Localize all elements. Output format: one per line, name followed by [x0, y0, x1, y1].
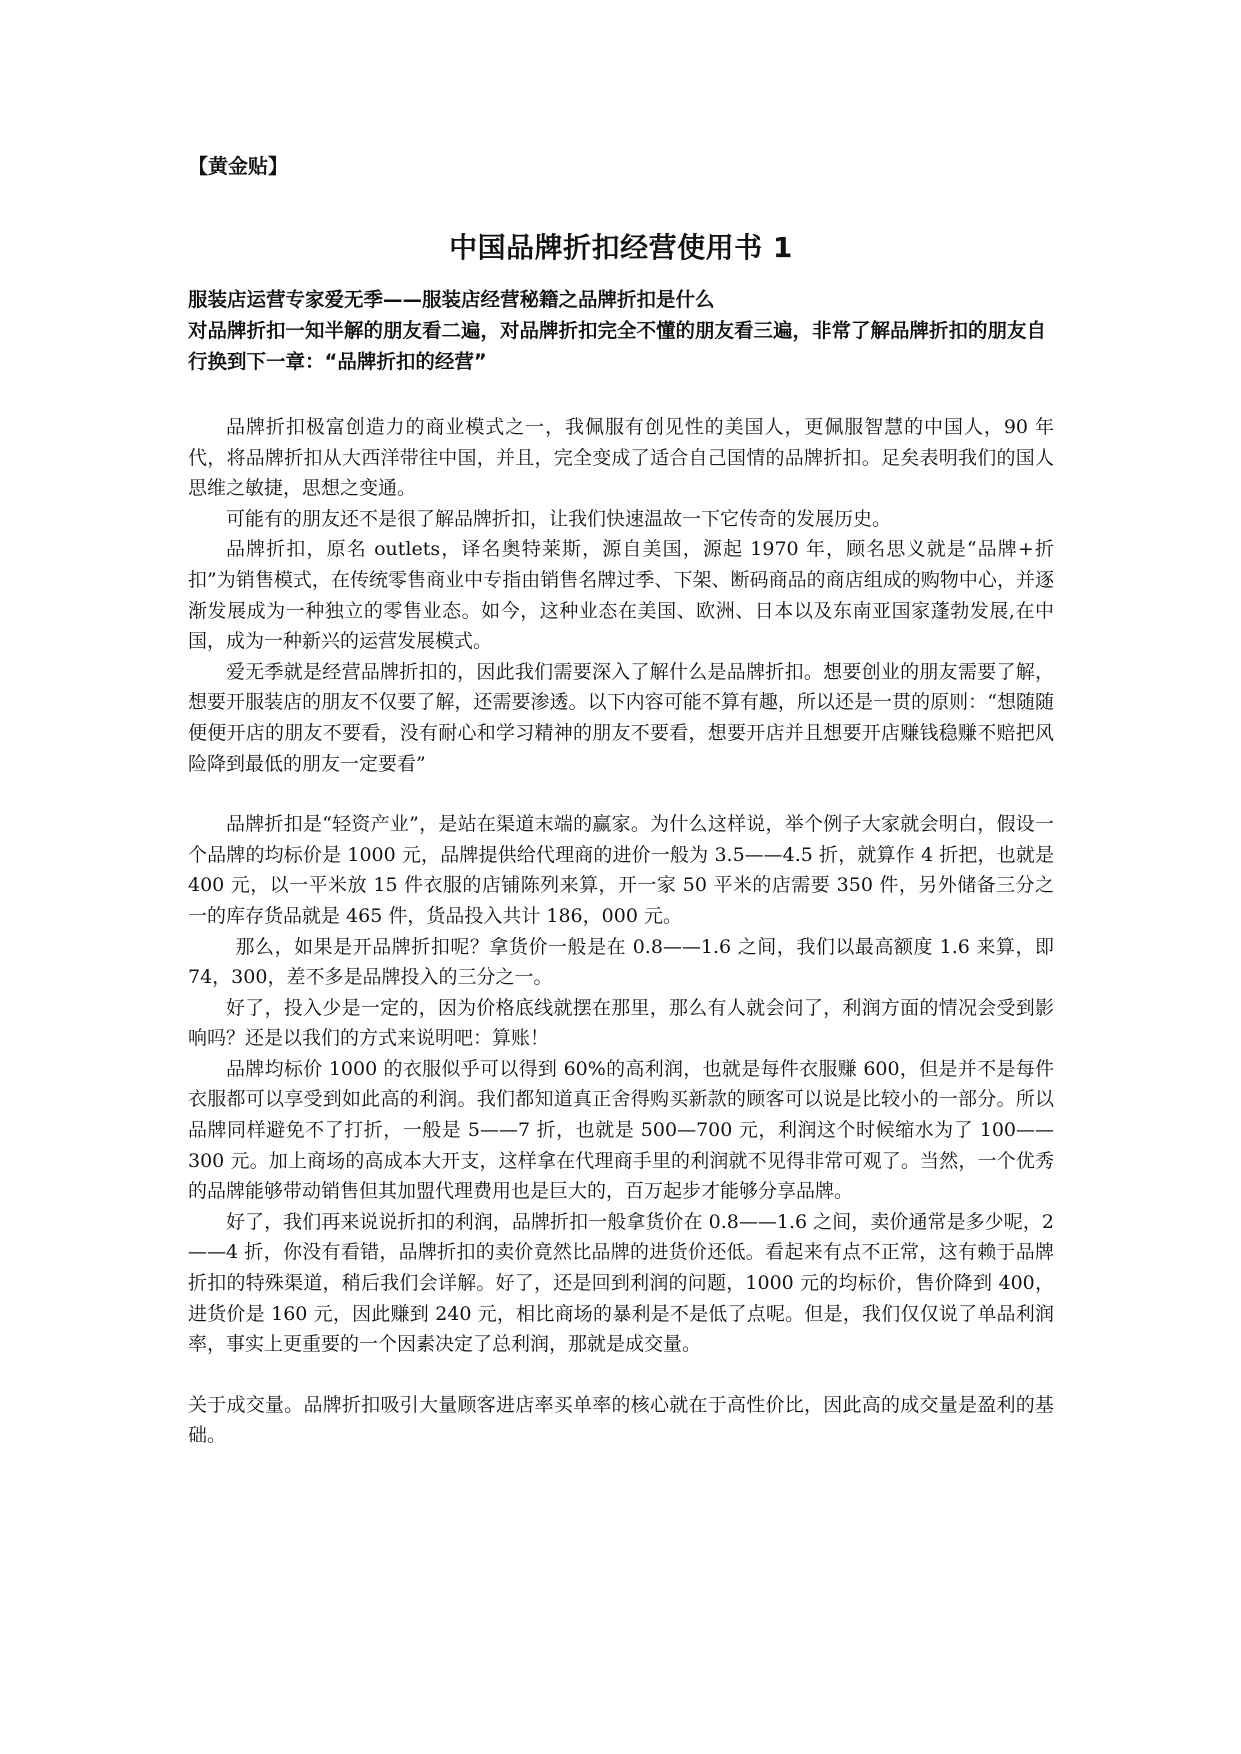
document-tag: 【黄金贴】: [188, 154, 288, 178]
body-paragraph: 品牌折扣极富创造力的商业模式之一，我佩服有创见性的美国人，更佩服智慧的中国人，90 年代，将品牌折扣从大西洋带往中国，并且，完全变成了适合自己国情的品牌折扣。足矣表明我们的国人思维之敏捷，思想之变通。: [188, 416, 1054, 500]
body-paragraph: 爱无季就是经营品牌折扣的，因此我们需要深入了解什么是品牌折扣。想要创业的朋友需要了解，想要开服装店的朋友不仅要了解，还需要渗透。以下内容可能不算有趣，所以还是一贯的原则：“想随随便便开店的朋友不要看，没有耐心和学习精神的朋友不要看，想要开店并且想要开店赚钱稳赚不赔把风险降到最低的朋友一定要看”: [188, 660, 1054, 775]
body-paragraph: 可能有的朋友还不是很了解品牌折扣，让我们快速温故一下它传奇的发展历史。: [226, 507, 892, 530]
body-paragraph: 好了，投入少是一定的，因为价格底线就摆在那里，那么有人就会问了，利润方面的情况会受到影响吗？还是以我们的方式来说明吧：算账！: [188, 996, 1054, 1050]
body-paragraph: 品牌折扣是“轻资产业”，是站在渠道末端的赢家。为什么这样说，举个例子大家就会明白，假设一个品牌的均标价是 1000 元，品牌提供给代理商的进价一般为 3.5——4.5 折，就算作 4 折把，也就是 400 元，以一平米放 15 件衣服的店铺陈列来算，开一家 50 平米的店需要 350 件，另外储备三分之一的库存货品就是 465 件，货品投入共计 186，000 元。: [188, 813, 1054, 927]
document-title: 中国品牌折扣经营使用书 1: [449, 231, 793, 264]
document-subtitle: [188, 284, 1058, 377]
body-paragraph: 品牌折扣，原名 outlets，译名奥特莱斯，源自美国，源起 1970 年，顾名思义就是“品牌+折扣”为销售模式，在传统零售商业中专指由销售名牌过季、下架、断码商品的商店组成的购物中心，并逐渐发展成为一种独立的零售业态。如今，这种业态在美国、欧洲、日本以及东南亚国家蓬勃发展,在中国，成为一种新兴的运营发展模式。: [188, 538, 1054, 653]
body-paragraph: 那么，如果是开品牌折扣呢？拿货价一般是在 0.8——1.6 之间，我们以最高额度 1.6 来算，即 74，300，差不多是品牌投入的三分之一。: [188, 935, 1054, 989]
body-paragraph: 关于成交量。品牌折扣吸引大量顾客进店率买单率的核心就在于高性价比，因此高的成交量是盈利的基础。: [188, 1393, 1054, 1447]
body-paragraph: 好了，我们再来说说折扣的利润，品牌折扣一般拿货价在 0.8——1.6 之间，卖价通常是多少呢，2——4 折，你没有看错，品牌折扣的卖价竟然比品牌的进货价还低。看起来有点不正常，这有赖于品牌折扣的特殊渠道，稍后我们会详解。好了，还是回到利润的问题，1000 元的均标价，售价降到 400，进货价是 160 元，因此赚到 240 元，相比商场的暴利是不是低了点呢。但是，我们仅仅说了单品利润率，事实上更重要的一个因素决定了总利润，那就是成交量。: [188, 1210, 1054, 1356]
document-body: [188, 412, 1054, 1451]
body-paragraph: 品牌均标价 1000 的衣服似乎可以得到 60%的高利润，也就是每件衣服赚 600，但是并不是每件衣服都可以享受到如此高的利润。我们都知道真正舍得购买新款的顾客可以说是比较小的一部分。所以品牌同样避免不了打折，一般是 5——7 折，也就是 500—700 元，利润这个时候缩水为了 100——300 元。加上商场的高成本大开支，这样拿在代理商手里的利润就不见得非常可观了。当然，一个优秀的品牌能够带动销售但其加盟代理费用也是巨大的，百万起步才能够分享品牌。: [188, 1057, 1054, 1203]
subtitle-line: 服装店运营专家爱无季——服装店经营秘籍之品牌折扣是什么: [188, 288, 715, 311]
subtitle-line: 对品牌折扣一知半解的朋友看二遍，对品牌折扣完全不懂的朋友看三遍，非常了解品牌折扣的朋友自行换到下一章：“品牌折扣的经营”: [188, 319, 1047, 373]
